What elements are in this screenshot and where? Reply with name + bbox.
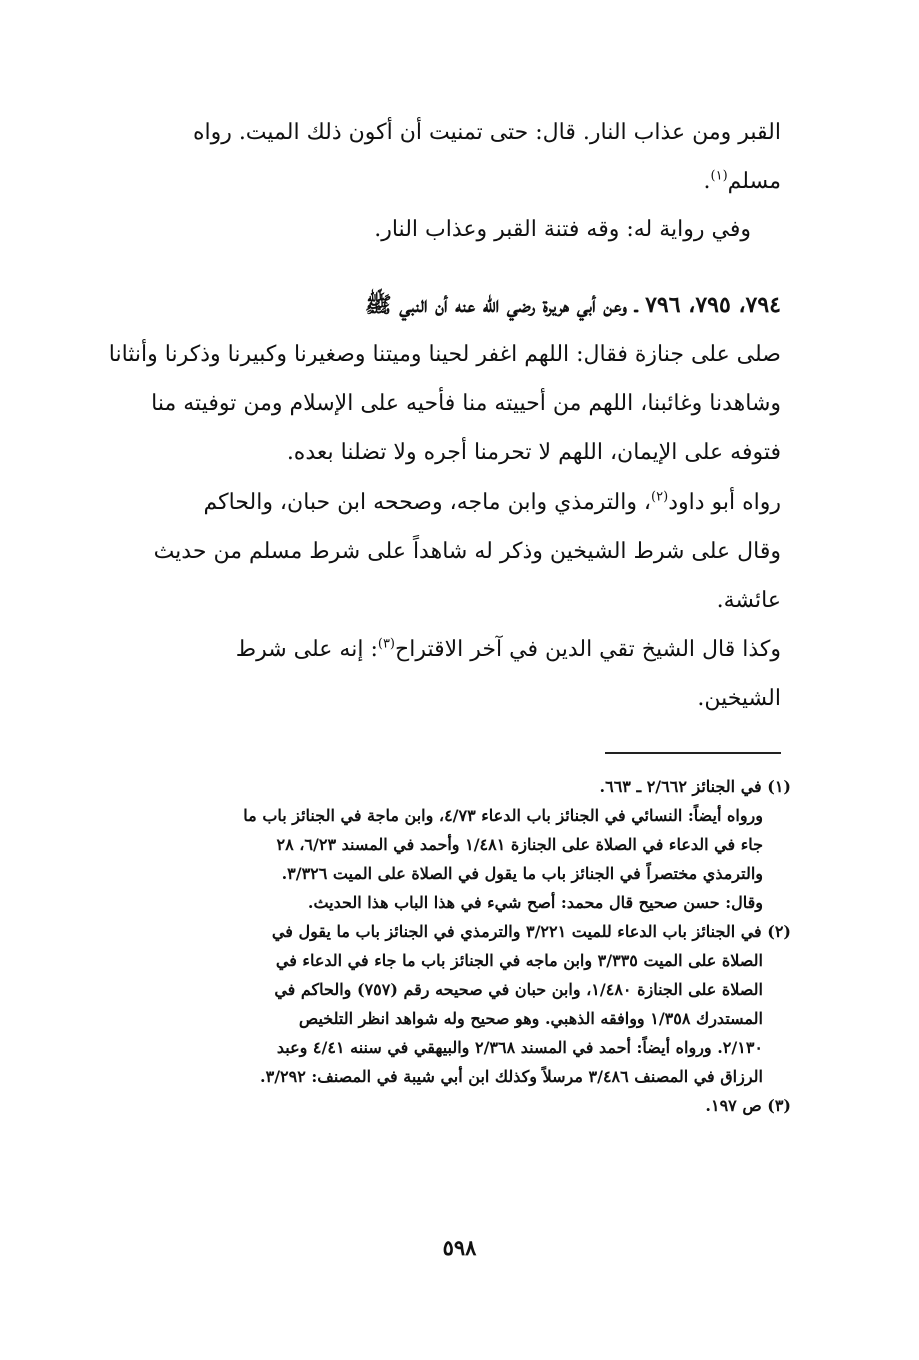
footnote-3: (٣) ص ١٩٧.	[705, 1096, 791, 1115]
footnote-line: الصلاة على الجنازة ١/٤٨٠، وابن حبان في صحيحه رقم (٧٥٧) والحاكم في	[274, 980, 763, 999]
text-line: عائشة.	[716, 588, 781, 613]
footnote-line: ورواه أيضاً: النسائي في الجنائز باب الدعاء ٤/٧٣، وابن ماجة في الجنائز باب ما	[243, 806, 763, 825]
text-line: : إنه على شرط	[235, 637, 378, 662]
text-line: القبر ومن عذاب النار. قال: حتى تمنيت أن أكون ذلك الميت. رواه	[192, 120, 781, 145]
footnote-line: جاء في الدعاء في الصلاة على الجنازة ١/٤٨١ وأحمد في المسند ٦/٢٣، ٢٨	[276, 835, 763, 854]
text-line: رواه أبو داود	[668, 490, 781, 515]
main-text	[91, 108, 781, 206]
footnote-ref: (٣)	[377, 636, 395, 652]
footnote-line: وقال: حسن صحيح قال محمد: أصح شيء في هذا الباب هذا الحديث.	[307, 893, 763, 912]
footnote-1: (١) في الجنائز ٢/٦٦٢ ـ ٦٦٣.	[599, 777, 791, 796]
text-line: وكذا قال الشيخ تقي الدين في آخر الاقتراح	[395, 637, 781, 662]
text-line: مسلم	[727, 169, 781, 194]
text-line: وقال على شرط الشيخين وذكر له شاهداً على شرط مسلم من حديث	[153, 539, 781, 564]
text-line: وفي رواية له: وقه فتنة القبر وعذاب النار.	[374, 217, 751, 242]
paragraph-1	[91, 108, 781, 206]
footnote-line: والترمذي مختصراً في الجنائز باب ما يقول في الصلاة على الميت ٣/٣٢٦.	[281, 864, 763, 883]
hadith-number-line: ٧٩٤، ٧٩٥، ٧٩٦ ـ وعن أبي هريرة رضي الله عنه أن النبي ﷺ	[364, 292, 781, 318]
text-line: ، والترمذي وابن ماجه، وصححه ابن حبان، والحاكم	[203, 490, 652, 515]
footnote-separator	[605, 752, 781, 754]
footnote-ref: (٢)	[651, 489, 669, 505]
text-line: الشيخين.	[697, 686, 781, 711]
text-line: صلى على جنازة فقال: اللهم اغفر لحينا وميتنا وصغيرنا وكبيرنا وذكرنا وأنثانا	[108, 342, 781, 367]
paragraph-2	[91, 205, 751, 254]
footnote-line: الصلاة على الميت ٣/٣٣٥ وابن ماجه في الجنائز باب ما جاء في الدعاء في	[275, 951, 763, 970]
footnote-line: المستدرك ١/٣٥٨ ووافقه الذهبي. وهو صحيح وله شواهد انظر التلخيص	[298, 1009, 763, 1028]
text-line: .	[703, 169, 711, 194]
text-line: وشاهدنا وغائبنا، اللهم من أحييته منا فأحيه على الإسلام ومن توفيته منا	[151, 391, 781, 416]
paragraph-3	[91, 281, 781, 477]
footnote-line: ٢/١٣٠. ورواه أيضاً: أحمد في المسند ٢/٣٦٨ والبيهقي في سننه ٤/٤١ وعبد	[276, 1038, 763, 1057]
footnote-line: الرزاق في المصنف ٣/٤٨٦ مرسلاً وكذلك ابن أبي شيبة في المصنف: ٣/٢٩٢.	[260, 1067, 763, 1086]
footnote-2: (٢) في الجنائز باب الدعاء للميت ٣/٢٢١ والترمذي في الجنائز باب ما يقول في	[271, 922, 791, 941]
footnote-ref: (١)	[710, 168, 728, 184]
page-number: ٥٩٨	[442, 1235, 477, 1260]
text-line: فتوفه على الإيمان، اللهم لا تحرمنا أجره ولا تضلنا بعده.	[286, 440, 781, 465]
paragraph-4	[91, 478, 781, 625]
footnotes	[91, 772, 791, 1120]
paragraph-5	[91, 625, 781, 723]
